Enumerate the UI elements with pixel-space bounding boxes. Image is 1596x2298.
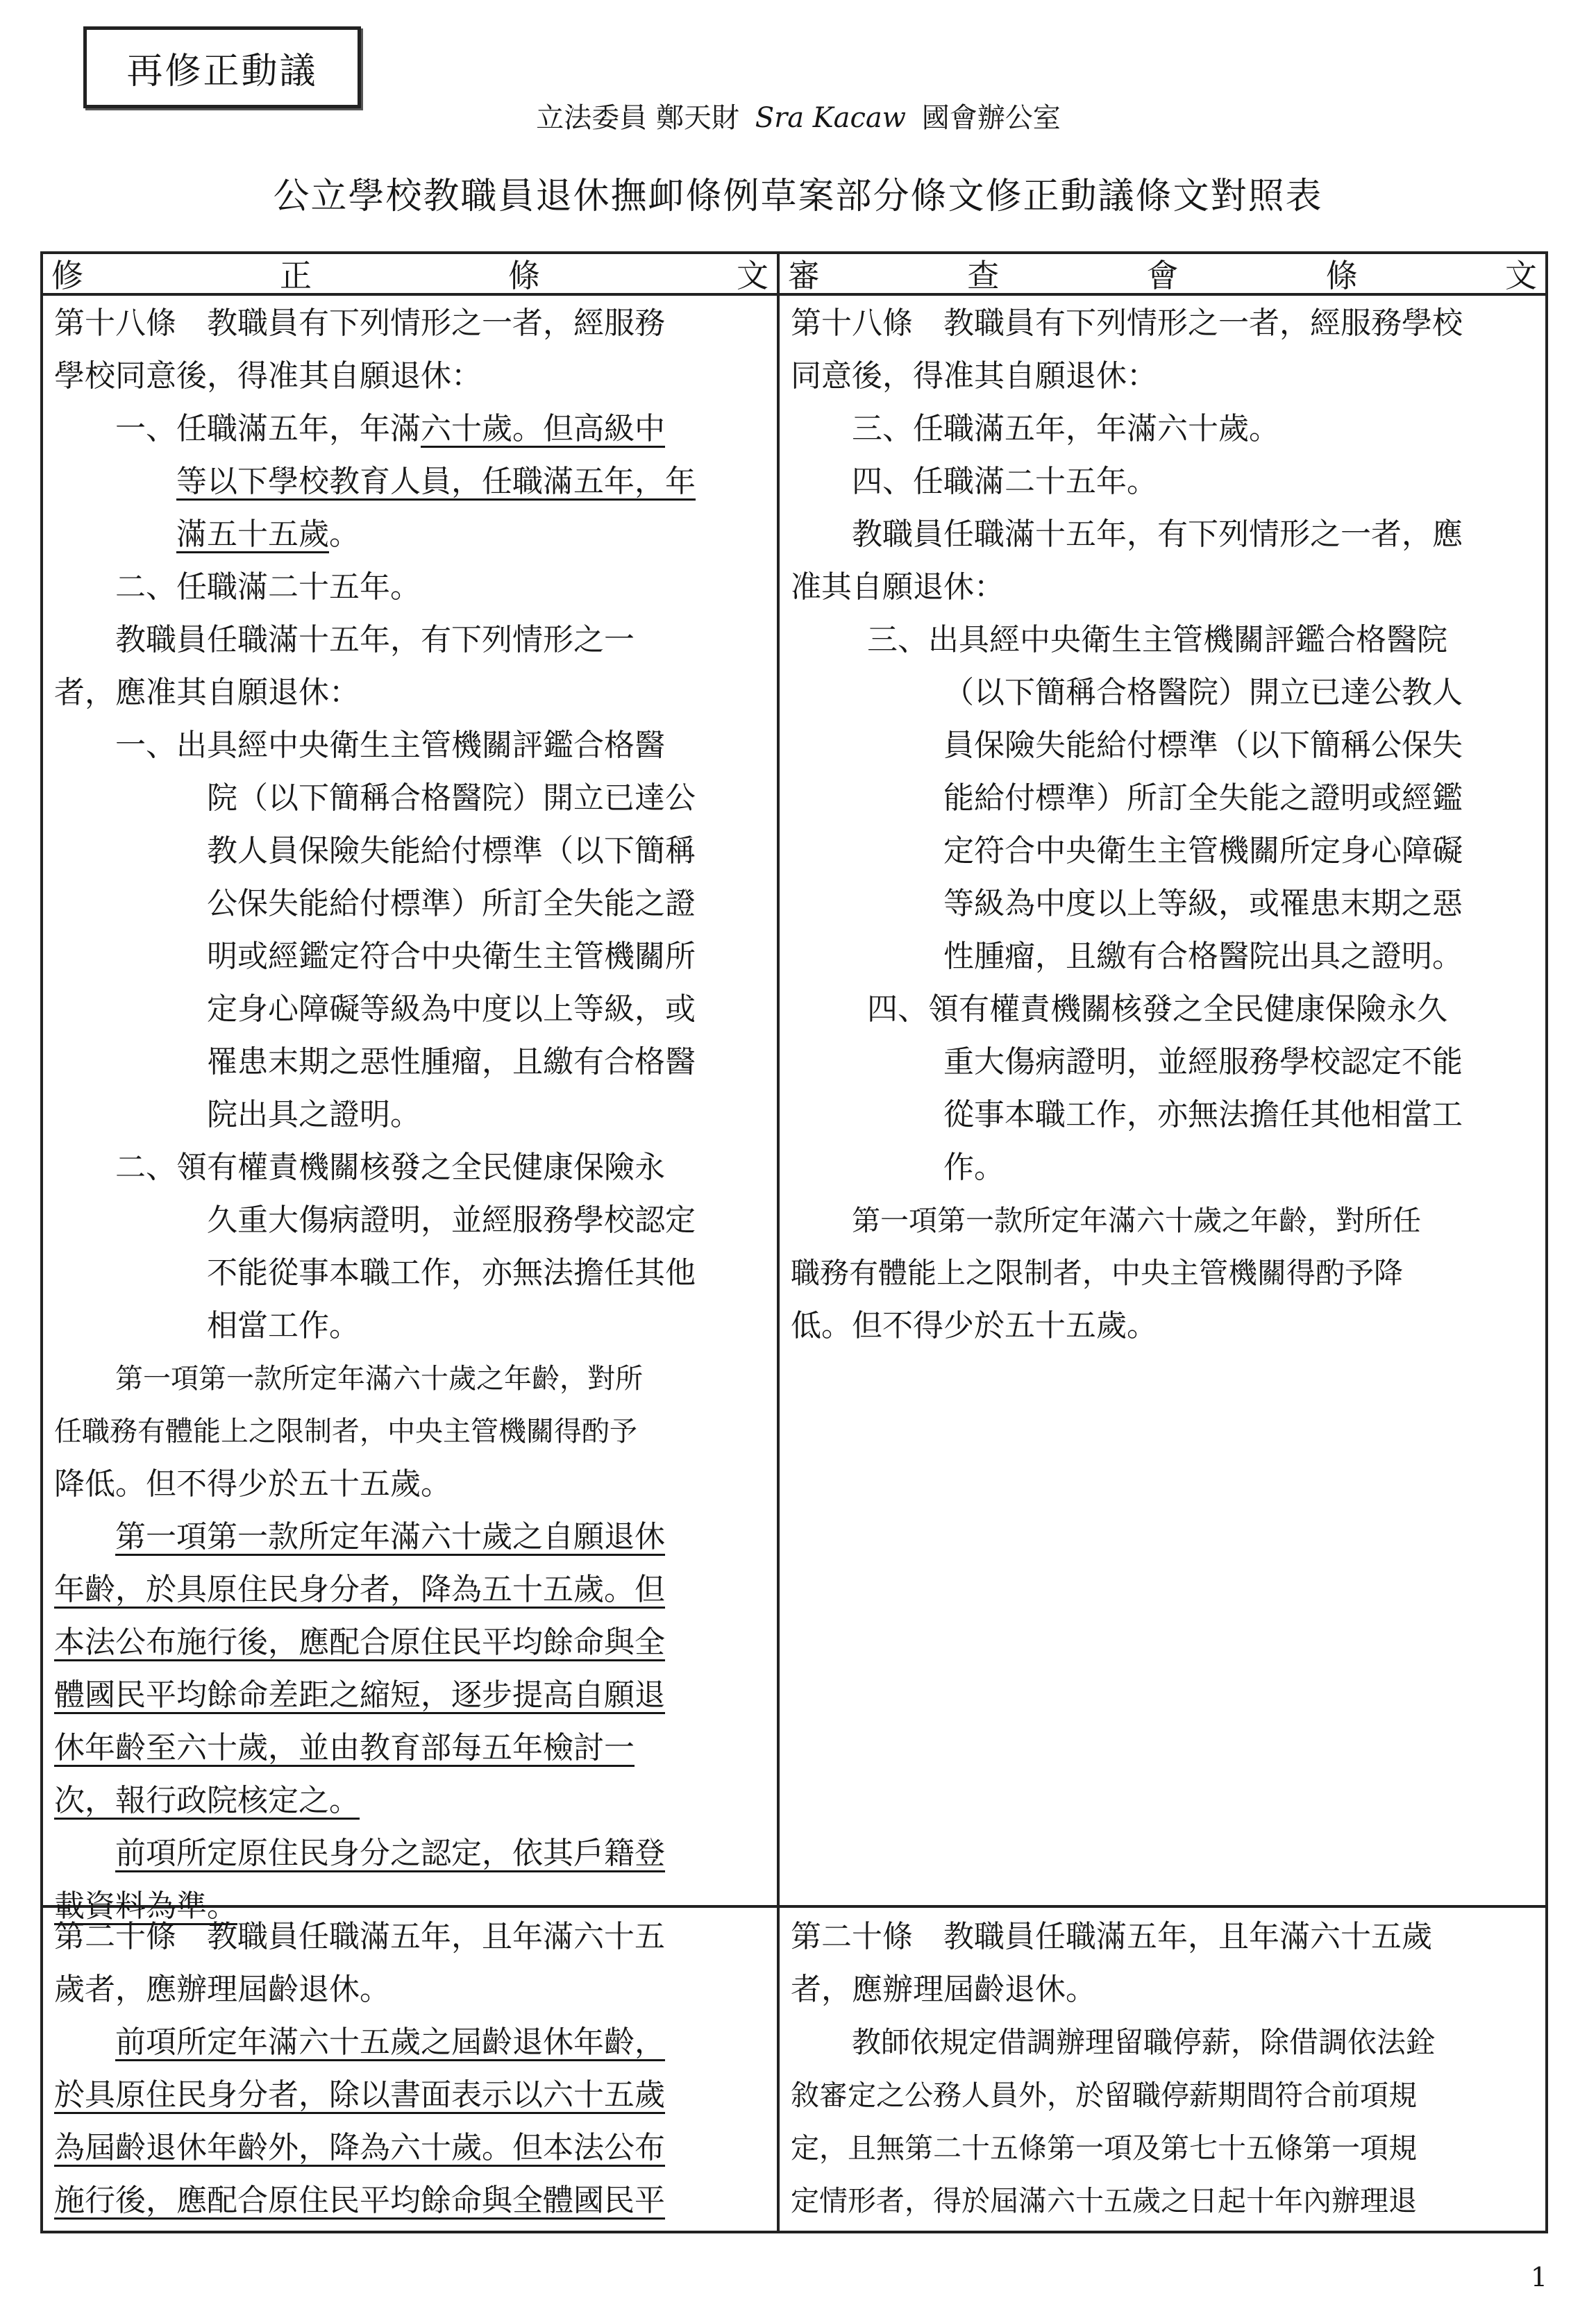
text-line: 院出具之證明。	[207, 1097, 421, 1132]
row1-left-cell	[54, 297, 773, 1933]
text-line: 第一項第一款所定年滿六十歲之年齡，對所任	[852, 1204, 1421, 1237]
text-line: 性腫瘤，且繳有合格醫院出具之證明。	[943, 939, 1463, 974]
text-line: 一、出具經中央衛生主管機關評鑑合格醫	[115, 728, 665, 763]
text-line: 不能從事本職工作，亦無法擔任其他	[207, 1255, 696, 1291]
text-line: 歲者，應辦理屆齡退休。	[54, 1972, 390, 2007]
text-line: 從事本職工作，亦無法擔任其他相當工	[943, 1097, 1463, 1132]
office-suffix: 國會辦公室	[921, 102, 1061, 134]
text-line: 四、任職滿二十五年。	[852, 464, 1157, 499]
text-line: 學校同意後，得准其自願退休：	[54, 358, 482, 394]
amended-text: 於具原住民身分者，除以書面表示以六十五歲	[54, 2077, 665, 2113]
header-left-char: 條	[508, 257, 540, 294]
text-line: 敘審定之公務人員外，於留職停薪期間符合前項規	[791, 2079, 1417, 2112]
text-line: 作。	[943, 1150, 1005, 1185]
amended-text: 前項所定年滿六十五歲之屆齡退休年齡，	[115, 2024, 665, 2060]
row2-left-cell	[54, 1911, 773, 2227]
text-line: 相當工作。	[207, 1308, 360, 1343]
text-line: 准其自願退休：	[791, 569, 1005, 605]
text-line: 教職員任職滿十五年，有下列情形之一	[115, 622, 635, 657]
document-title: 公立學校教職員退休撫卹條例草案部分條文修正動議條文對照表	[273, 176, 1323, 217]
text-line: 定符合中央衛生主管機關所定身心障礙	[943, 833, 1463, 869]
column-divider	[777, 254, 780, 2231]
header-right	[780, 254, 1545, 293]
text-line: 教職員任職滿十五年，有下列情形之一者，應	[852, 517, 1463, 552]
text-line: 任職務有體能上之限制者，中央主管機關得酌予	[54, 1416, 637, 1448]
text-line: 定身心障礙等級為中度以上等級，或	[207, 991, 696, 1027]
amended-text: 滿五十五歲	[176, 517, 329, 552]
text-line: 職務有體能上之限制者，中央主管機關得酌予降	[791, 1256, 1404, 1290]
text-line: 第二十條 教職員任職滿五年，且年滿六十五歲	[791, 1919, 1432, 1954]
text-seg: 一、任職滿五年，年滿	[115, 411, 421, 446]
comparison-table	[40, 251, 1548, 2233]
text-line: 員保險失能給付標準（以下簡稱公保失	[943, 728, 1463, 763]
text-line: 明或經鑑定符合中央衛生主管機關所	[207, 939, 696, 974]
amended-text: 等以下學校教育人員，任職滿五年，年	[176, 464, 696, 499]
header-left-char: 正	[280, 257, 312, 294]
header-left-char: 修	[51, 257, 83, 294]
header-right-char: 條	[1325, 257, 1358, 294]
amended-text: 載資料為準。	[54, 1888, 237, 1924]
text-line: 院（以下簡稱合格醫院）開立已達公	[207, 780, 696, 816]
amended-text: 第一項第一款所定年滿六十歲之自願退休	[115, 1519, 665, 1554]
text-line: 四、領有權責機關核發之全民健康保險永久	[867, 991, 1447, 1027]
text-line: 久重大傷病證明，並經服務學校認定	[207, 1202, 696, 1238]
text-line: 二、領有權責機關核發之全民健康保險永	[115, 1150, 665, 1185]
text-line	[54, 403, 773, 455]
text-line: 降低。但不得少於五十五歲。	[54, 1466, 451, 1502]
text-seg: 。	[329, 517, 360, 552]
page-number: 1	[1530, 2262, 1547, 2292]
text-line: 重大傷病證明，並經服務學校認定不能	[943, 1044, 1463, 1080]
amended-text: 本法公布施行後，應配合原住民平均餘命與全	[54, 1625, 665, 1660]
header-right-char: 文	[1505, 257, 1537, 294]
office-italic-name: Sra Kacaw	[755, 102, 907, 134]
amended-text: 前項所定原住民身分之認定，依其戶籍登	[115, 1836, 665, 1871]
amended-text: 施行後，應配合原住民平均餘命與全體國民平	[54, 2183, 665, 2218]
amended-text: 為屆齡退休年齡外，降為六十歲。但本法公布	[54, 2130, 665, 2165]
row1-right-cell	[791, 297, 1544, 1352]
motion-stamp: 再修正動議	[83, 26, 361, 108]
header-right-char: 會	[1146, 257, 1179, 294]
text-line: 二、任職滿二十五年。	[115, 569, 421, 605]
text-line: 低。但不得少於五十五歲。	[791, 1308, 1157, 1343]
text-line: 三、任職滿五年，年滿六十歲。	[852, 411, 1279, 446]
text-line: （以下簡稱合格醫院）開立已達公教人	[943, 675, 1463, 710]
text-line: 第二十條 教職員任職滿五年，且年滿六十五	[54, 1919, 665, 1954]
text-line: 定，且無第二十五條第一項及第七十五條第一項規	[791, 2131, 1417, 2165]
amended-text: 體國民平均餘命差距之縮短，逐步提高自願退	[54, 1677, 665, 1713]
text-line: 等級為中度以上等級，或罹患末期之惡	[943, 886, 1463, 921]
text-line: 第十八條 教職員有下列情形之一者，經服務學校	[791, 305, 1463, 341]
office-prefix: 立法委員 鄭天財	[536, 102, 739, 134]
text-line: 第十八條 教職員有下列情形之一者，經服務	[54, 305, 665, 341]
text-line: 教人員保險失能給付標準（以下簡稱	[207, 833, 696, 869]
header-right-char: 查	[967, 257, 1000, 294]
amended-text: 六十歲。但高級中	[421, 411, 665, 446]
text-line: 者，應辦理屆齡退休。	[791, 1972, 1096, 2007]
text-line: 公保失能給付標準）所訂全失能之證	[207, 886, 696, 921]
header-left	[43, 254, 777, 293]
text-line: 第一項第一款所定年滿六十歲之年齡，對所	[115, 1363, 643, 1395]
header-right-char: 審	[788, 257, 820, 294]
row2-right-cell	[791, 1911, 1544, 2227]
text-line: 罹患末期之惡性腫瘤，且繳有合格醫	[207, 1044, 696, 1080]
text-line: 教師依規定借調辦理留職停薪，除借調依法銓	[852, 2025, 1436, 2059]
amended-text: 次，報行政院核定之。	[54, 1783, 360, 1818]
amended-text: 休年齡至六十歲，並由教育部每五年檢討一	[54, 1730, 635, 1766]
text-line: 三、出具經中央衛生主管機關評鑑合格醫院	[867, 622, 1447, 657]
amended-text: 年齡，於具原住民身分者，降為五十五歲。但	[54, 1572, 665, 1607]
text-line: 者，應准其自願退休：	[54, 675, 360, 710]
office-line	[417, 96, 1180, 135]
text-line	[54, 508, 773, 561]
text-line: 同意後，得准其自願退休：	[791, 358, 1157, 394]
text-line: 定情形者，得於屆滿六十五歲之日起十年內辦理退	[791, 2184, 1417, 2217]
header-left-char: 文	[737, 257, 768, 294]
text-line: 能給付標準）所訂全失能之證明或經鑑	[943, 780, 1463, 816]
